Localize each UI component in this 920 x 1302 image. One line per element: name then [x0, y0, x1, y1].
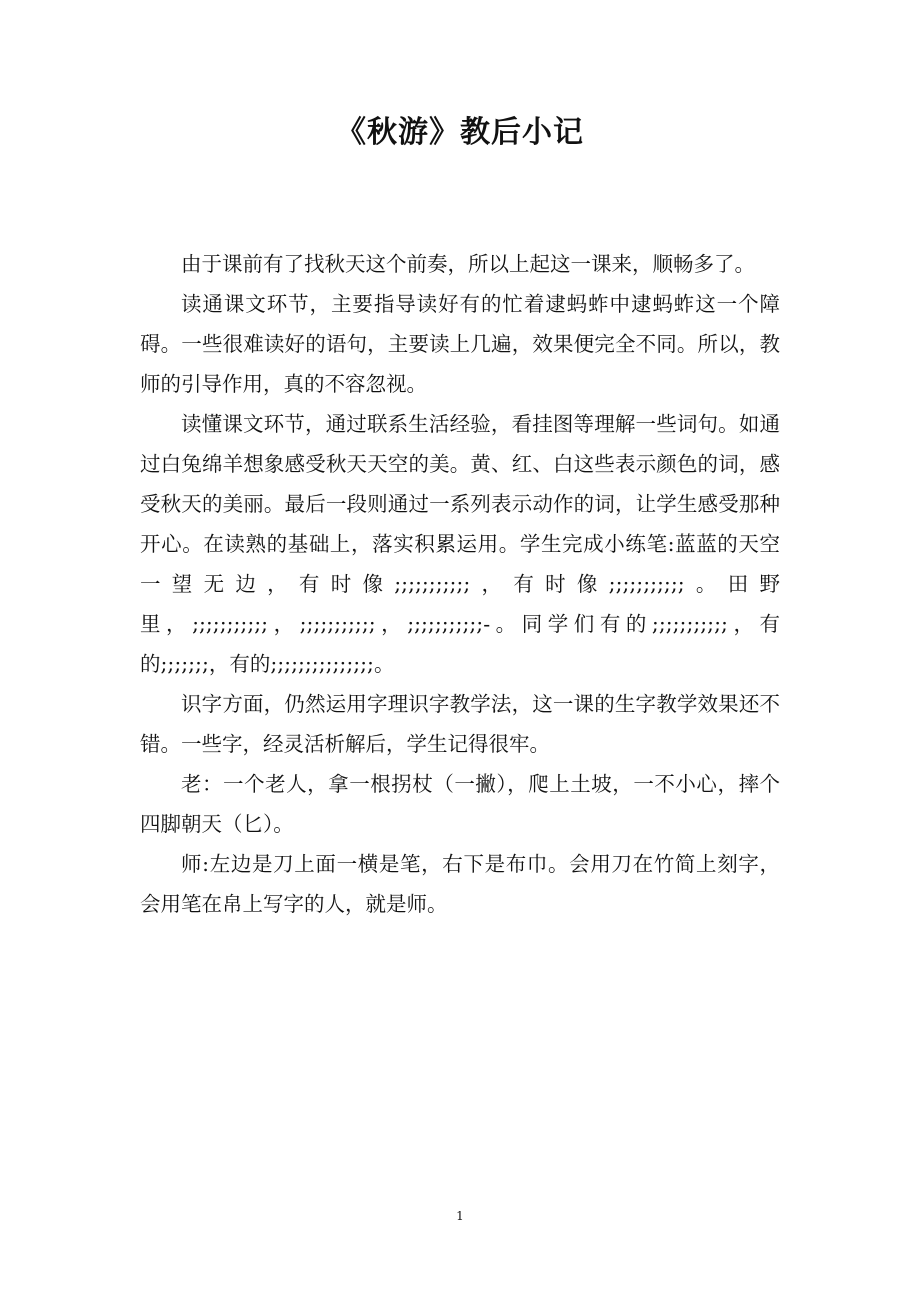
paragraph-reading-fluency: 读通课文环节，主要指导读好有的忙着逮蚂蚱中逮蚂蚱这一个障碍。一些很难读好的语句，主要读上几遍，效果便完全不同。所以，教师的引导作用，真的不容忽视。 — [140, 292, 780, 396]
document-body — [140, 244, 780, 924]
paragraph-character-lao: 老：一个老人，拿一根拐杖（一撇），爬上土坡，一不小心，摔个四脚朝天（匕）。 — [140, 772, 780, 836]
paragraph-intro: 由于课前有了找秋天这个前奏，所以上起这一课来，顺畅多了。 — [181, 252, 755, 276]
paragraph-character-shi: 师:左边是刀上面一横是笔，右下是布巾。会用刀在竹简上刻字，会用笔在帛上写字的人，就是师。 — [140, 852, 780, 916]
paragraph-character-literacy: 识字方面，仍然运用字理识字教学法，这一课的生字教学效果还不错。一些字，经灵活析解后，学生记得很牢。 — [140, 692, 780, 756]
paragraph-reading-comprehension: 读懂课文环节，通过联系生活经验，看挂图等理解一些词句。如通过白兔绵羊想象感受秋天天空的美。黄、红、白这些表示颜色的词，感受秋天的美丽。最后一段则通过一系列表示动作的词，让学生感受那种开心。在读熟的基础上，落实积累运用。学生完成小练笔:蓝蓝的天空一望无边，有时像;;;;;;;;;;;，有时像;;;;;;;;;;;。田野里，;;;;;;;;;;;，;;;;;;;;;;;，;;;;;;;;;;;-。同学们有的;;;;;;;;;;;，有的;;;;;;;，有的;;;;;;;;;;;;;;;。 — [140, 412, 780, 676]
page-number: 1 — [456, 1209, 464, 1223]
document-title: 《秋游》教后小记 — [336, 115, 584, 150]
